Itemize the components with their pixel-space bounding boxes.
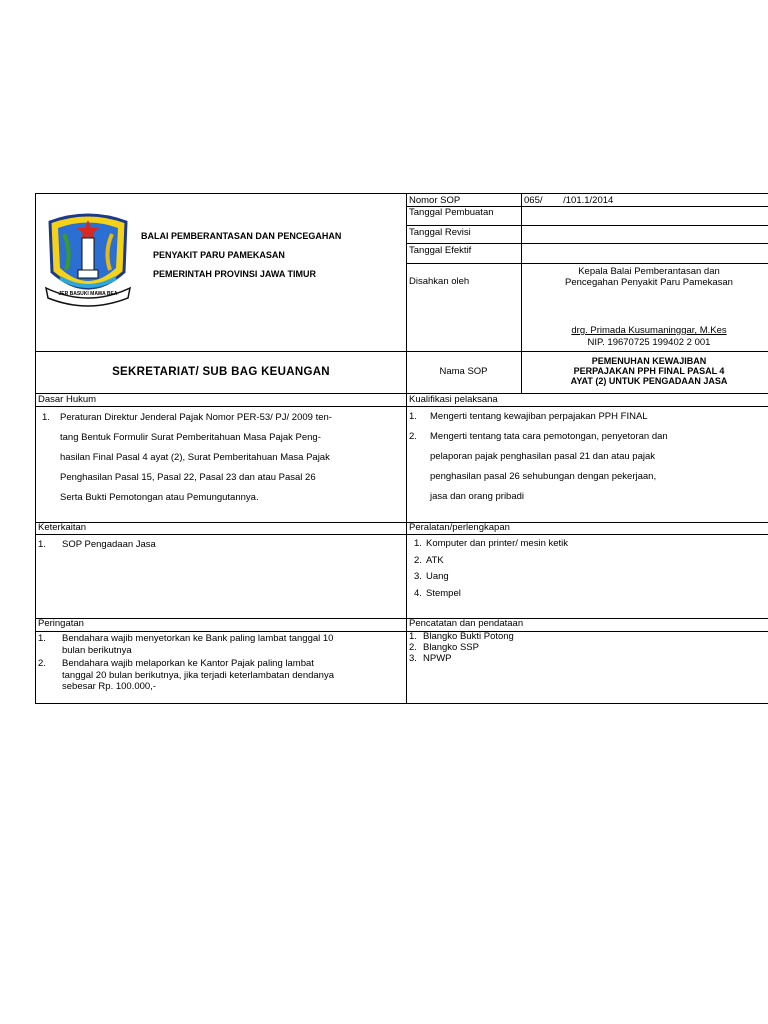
list-item-number: 1. [42, 412, 50, 423]
keterkaitan-heading: Keterkaitan [38, 522, 87, 533]
list-item-text: sebesar Rp. 100.000,- [62, 681, 157, 692]
list-item-text: Bendahara wajib menyetorkan ke Bank paling lambat tanggal 10 [62, 633, 334, 644]
list-item [38, 538, 403, 551]
tanggal-pembuatan-label: Tanggal Pembuatan [409, 207, 494, 218]
list-item [409, 553, 768, 570]
peringatan-list [38, 633, 404, 695]
approver-title-line2: Pencegahan Penyakit Paru Pamekasan [565, 277, 733, 288]
list-item-text: tang Bentuk Formulir Surat Pemberitahuan Masa Pajak Peng- [60, 432, 321, 443]
sop-form [35, 193, 768, 704]
list-item-text: NPWP [423, 653, 452, 664]
meta-row-divider [406, 263, 768, 264]
list-item-text: ATK [426, 554, 444, 566]
peralatan-list [409, 536, 768, 602]
sop-title-line2: PERPAJAKAN PPH FINAL PASAL 4 [573, 366, 725, 376]
list-item-number: 1. [409, 411, 417, 422]
kualifikasi-heading: Kualifikasi pelaksana [409, 394, 498, 405]
section-divider [36, 534, 768, 535]
nomor-sop-label: Nomor SOP [409, 195, 461, 206]
list-item-text: Mengerti tentang kewajiban perpajakan PPH FINAL [430, 411, 648, 422]
list-item-text: Bendahara wajib melaporkan ke Kantor Pajak paling lambat [62, 658, 314, 669]
list-item-text: jasa dan orang pribadi [430, 491, 525, 502]
list-item-text: Penghasilan Pasal 15, Pasal 22, Pasal 23 dan atau Pasal 26 [60, 472, 316, 483]
disahkan-oleh-label: Disahkan oleh [409, 276, 470, 287]
peringatan-heading: Peringatan [38, 618, 84, 629]
org-name-line2: PENYAKIT PARU PAMEKASAN [153, 250, 285, 260]
list-item-number: 1. [414, 538, 422, 549]
list-item-text: Blangko SSP [423, 642, 479, 653]
list-item-number: 2. [409, 642, 417, 653]
list-item-text: pelaporan pajak penghasilan pasal 21 dan atau pajak [430, 451, 656, 462]
dasar-hukum-list [36, 408, 404, 508]
list-item-number: 2. [38, 658, 46, 669]
list-item-text: Peraturan Direktur Jenderal Pajak Nomor PER-53/ PJ/ 2009 ten- [60, 412, 332, 423]
org-name-line1: BALAI PEMBERANTASAN DAN PENCEGAHAN [141, 231, 342, 241]
org-name-line3: PEMERINTAH PROVINSI JAWA TIMUR [153, 269, 317, 279]
list-item [409, 631, 768, 642]
list-item-number: 2. [414, 554, 422, 566]
keterkaitan-list [38, 538, 403, 551]
list-item-text: Mengerti tentang tata cara pemotongan, penyetoran dan [430, 431, 668, 442]
list-item [38, 658, 404, 693]
tanggal-revisi-label: Tanggal Revisi [409, 227, 471, 238]
main-vertical-divider [406, 194, 407, 704]
list-item-number: 3. [414, 571, 422, 582]
sop-title-line1: PEMENUHAN KEWAJIBAN [591, 356, 707, 366]
section-divider [36, 393, 768, 394]
logo-motto: JER BASUKI MAWA BEA [58, 291, 118, 297]
list-item [38, 633, 404, 656]
list-item [409, 569, 768, 586]
list-item-number: 4. [414, 587, 422, 599]
approver-nip: NIP. 19670725 199402 2 001 [587, 337, 711, 348]
section-divider [36, 351, 768, 352]
list-item-text: Blangko Bukti Potong [423, 631, 514, 642]
list-item-text: tanggal 20 bulan berikutnya, jika terjadi keterlambatan dendanya [62, 669, 334, 681]
tanggal-efektif-label: Tanggal Efektif [409, 245, 472, 256]
dasar-hukum-heading: Dasar Hukum [38, 394, 97, 405]
unit-name: SEKRETARIAT/ SUB BAG KEUANGAN [112, 366, 330, 378]
approver-title-line1: Kepala Balai Pemberantasan dan [578, 266, 720, 277]
list-item-text: Komputer dan printer/ mesin ketik [426, 538, 569, 549]
approver-name: drg. Primada Kusumaninggar, M.Kes [571, 325, 727, 336]
section-divider [36, 618, 768, 619]
list-item [409, 427, 768, 507]
list-item-text: Serta Bukti Pemotongan atau Pemungutannya. [60, 492, 259, 503]
list-item [409, 642, 768, 653]
list-item [409, 653, 768, 664]
list-item-text: SOP Pengadaan Jasa [62, 539, 156, 550]
meta-row-divider [406, 225, 768, 226]
list-item-text: hasilan Final Pasal 4 ayat (2), Surat Pemberitahuan Masa Pajak [60, 452, 330, 463]
list-item-text: bulan berikutnya [62, 644, 132, 656]
meta-row-divider [406, 243, 768, 244]
sop-title-line3: AYAT (2) UNTUK PENGADAAN JASA [570, 376, 728, 386]
list-item-number: 3. [409, 653, 417, 664]
nama-sop-label: Nama SOP [439, 366, 488, 377]
list-item-text: Stempel [426, 587, 461, 599]
list-item-number: 2. [409, 431, 417, 442]
section-divider [36, 522, 768, 523]
list-item [409, 536, 768, 553]
kualifikasi-list [409, 407, 768, 507]
list-item-number: 1. [409, 631, 417, 642]
list-item-number: 1. [38, 539, 46, 550]
list-item-text: Uang [426, 571, 449, 582]
list-item [409, 407, 768, 427]
east-java-emblem-logo [42, 208, 134, 308]
pencatatan-heading: Pencatatan dan pendataan [409, 618, 524, 629]
list-item [409, 586, 768, 603]
list-item-number: 1. [38, 633, 46, 644]
pencatatan-list [409, 631, 768, 664]
peralatan-heading: Peralatan/perlengkapan [409, 522, 510, 533]
nomor-sop-value: 065/ /101.1/2014 [524, 195, 614, 206]
list-item-text: penghasilan pasal 26 sehubungan dengan pekerjaan, [430, 471, 657, 482]
list-item [36, 408, 404, 508]
